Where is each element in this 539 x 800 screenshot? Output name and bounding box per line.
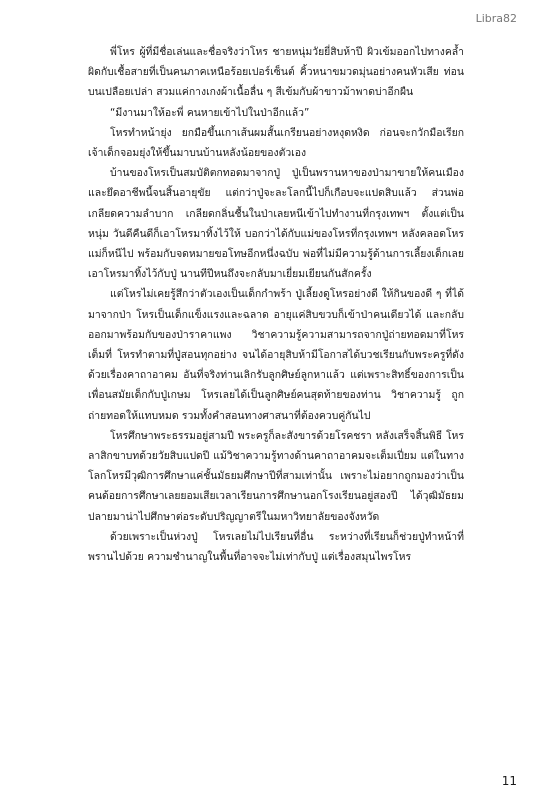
page-number: 11: [501, 774, 517, 788]
paragraph: แต่โหรไม่เคยรู้สึกว่าตัวเองเป็นเด็กกำพร้า ปู่เลี้ยงดูโหรอย่างดี ให้กินของดี ๆ ที่ได้มาจากป่า โหรเป็นเด็กแข็งแรงและฉลาด อายุแค่สิบขวบก็เข้าป่าคนเดียวได้ และกลับออกมาพร้อมกับของป่าราคาแพง วิชาความรู้ความสามารถจากปู่ถ่ายทอดมาที่โหรเต็มที่ โหรทำตามที่ปู่สอนทุกอย่าง จนได้อายุสิบห้ามีโอกาสได้บวชเรียนกับพระครูที่ดังด้วยเรื่องคาถาอาคม อันที่จริงท่านเลิกรับลูกศิษย์ลูกหาแล้ว แต่เพราะสิทธิ์ของการเป็นเพื่อนสมัยเด็กกับปู่เกษม โหรเลยได้เป็นลูกศิษย์คนสุดท้ายของท่าน วิชาความรู้ ถูกถ่ายทอดให้แทบหมด รวมทั้งคำสอนทางศาสนาที่ต้องควบคู่กันไป: [88, 288, 464, 422]
paragraph: ด้วยเพราะเป็นห่วงปู่ โหรเลยไม่ไปเรียนที่อื่น ระหว่างที่เรียนก็ช่วยปู่ทำหน้าที่พรานไปด้วย ความชำนาญในพื้นที่อาจจะไม่เท่ากับปู่ แต่เรื่องสมุนไพรโหร: [88, 530, 464, 564]
paragraph: บ้านของโหรเป็นสมบัติตกทอดมาจากปู่ ปู่เป็นพรานหาของป่ามาขายให้คนเมืองและยึดอาชีพนี้จนสิ้นอายุขัย แต่กว่าปู่จะละโลกนี้ไปก็เกือบจะแปดสิบแล้ว ส่วนพ่อเกลียดความลำบาก เกลียดกลิ่นชื้นในป่าเลยหนีเข้าไปทำงานที่กรุงเทพฯ ตั้งแต่เป็นหนุ่ม วันดีคืนดีก็เอาโหรมาทิ้งไว้ให้ บอกว่าได้กับแม่ของโหรที่กรุงเทพฯ หลังคลอดโหรแม่ก็หนีไป พร้อมกับจดหมายขอโทษอีกหนึ่งฉบับ พ่อที่ไม่มีความรู้ด้านการเลี้ยงเด็กเลยเอาโหรมาทิ้งไว้กับปู่ นานทีปีหนถึงจะกลับมาเยี่ยมเยียนกันสักครั้ง: [88, 167, 464, 281]
paragraph: พี่โหร ผู้ที่มีชื่อเล่นและชื่อจริงว่าโหร ชายหนุ่มวัยยี่สิบห้าปี ผิวเข้มออกไปทางคล้ำผิดกับเชื้อสายที่เป็นคนภาคเหนือร้อยเปอร์เซ็นต์ คิ้วหนาขมวดมุ่นอย่างคนหัวเสีย ท่อนบนเปลือยเปล่า สวมแค่กางเกงผ้าเนื้อลื่น ๆ สีเข้มกับผ้าขาวม้าพาดบ่าอีกผืน: [88, 46, 464, 99]
paragraph: โหรทำหน้ายุ่ง ยกมือขึ้นเกาเส้นผมสั้นเกรียนอย่างหงุดหงิด ก่อนจะกวักมือเรียกเจ้าเด็กจอมยุ่งให้ขึ้นมาบนบ้านหลังน้อยของตัวเอง: [88, 126, 464, 160]
dialogue-paragraph: “มีงานมาให้อะพี่ คนหายเข้าไปในป่าอีกแล้ว”: [110, 106, 310, 119]
paragraph: โหรศึกษาพระธรรมอยู่สามปี พระครูก็ละสังขารด้วยโรคชรา หลังเสร็จสิ้นพิธี โหรลาสิกขาบทด้วยวัยสิบแปดปี แม้วิชาความรู้ทางด้านคาถาอาคมจะเต็มเปี่ยม แต่ในทางโลกโหรมีวุฒิการศึกษาแค่ชั้นมัธยมศึกษาปีที่สามเท่านั้น เพราะไม่อยากถูกมองว่าเป็นคนด้อยการศึกษาเลยยอมเสียเวลาเรียนการศึกษานอกโรงเรียนอยู่สองปี ได้วุฒิมัธยมปลายมาน่าไปศึกษาต่อระดับปริญญาตรีในมหาวิทยาลัยของจังหวัด: [88, 429, 464, 523]
page-header-title: Libra82: [475, 12, 517, 25]
body-text: [88, 42, 464, 567]
